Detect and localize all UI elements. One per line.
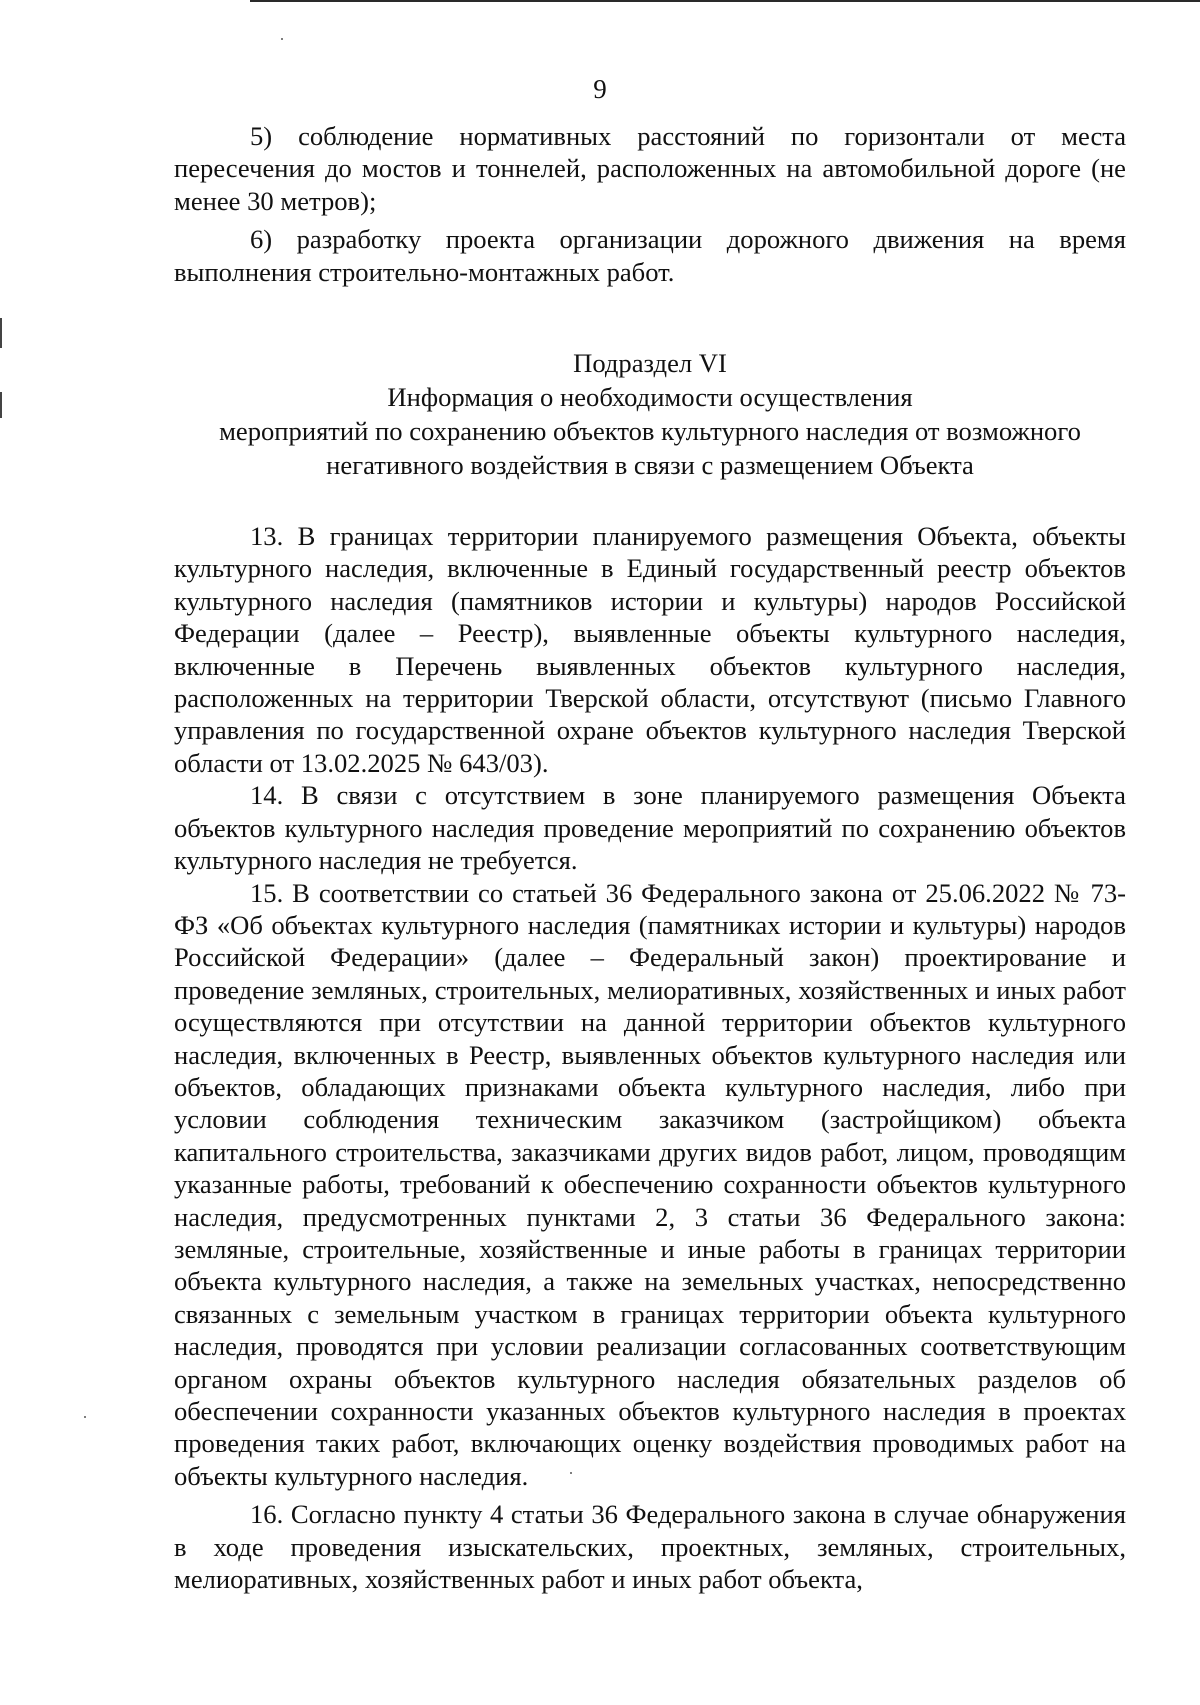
scan-speck: [84, 1416, 86, 1418]
paragraph-14: 14. В связи с отсутствием в зоне планируемого размещения Объекта объектов культурного наследия проведение мероприятий по сохранению объектов культурного наследия не требуется.: [174, 780, 1126, 876]
page-number: 9: [593, 74, 607, 104]
paragraph-16: 16. Согласно пункту 4 статьи 36 Федерального закона в случае обнаружения в ходе проведения изыскательских, проектных, земляных, строительных, мелиоративных, хозяйственных работ и иных работ объекта,: [174, 1499, 1126, 1595]
subsection-heading: [174, 346, 1126, 482]
subsection-title-line: мероприятий по сохранению объектов культурного наследия от возможного: [219, 416, 1081, 447]
subsection-title-line: Информация о необходимости осуществления: [387, 382, 913, 413]
scan-left-edge-mark: [0, 392, 2, 418]
scan-speck: [281, 38, 283, 40]
scan-left-edge-mark: [0, 318, 2, 348]
list-item-6: 6) разработку проекта организации дорожного движения на время выполнения строительно-монтажных работ.: [174, 224, 1126, 287]
paragraph-15: 15. В соответствии со статьей 36 Федерального закона от 25.06.2022 № 73-ФЗ «Об объектах культурного наследия (памятниках истории и культуры) народов Российской Федерации» (далее – Федеральный закон) проектирование и проведение земляных, строительных, мелиоративных, хозяйственных и иных работ осуществляются при отсутствии на данной территории объектов культурного наследия, включенных в Реестр, выявленных объектов культурного наследия или объектов, обладающих признаками объекта культурного наследия, либо при условии соблюдения техническим заказчиком (застройщиком) объекта капитального строительства, заказчиками других видов работ, лицом, проводящим указанные работы, требований к обеспечению сохранности объектов культурного наследия, предусмотренных пунктами 2, 3 статьи 36 Федерального закона: земляные, строительные, хозяйственные и иные работы в границах территории объекта культурного наследия, а также на земельных участках, непосредственно связанных с земельным участком в границах территории объекта культурного наследия, проводятся при условии реализации согласованных соответствующим органом охраны объектов культурного наследия обязательных разделов об обеспечении сохранности указанных объектов культурного наследия в проектах проведения таких работ, включающих оценку воздействия проводимых работ на объекты культурного наследия.: [174, 877, 1126, 1491]
paragraph-13: 13. В границах территории планируемого размещения Объекта, объекты культурного наследия, включенные в Единый государственный реестр объектов культурного наследия (памятников истории и культуры) народов Российской Федерации (далее – Реестр), выявленные объекты культурного наследия, включенные в Перечень выявленных объектов культурного наследия, расположенных на территории Тверской области, отсутствуют (письмо Главного управления по государственной охране объектов культурного наследия Тверской области от 13.02.2025 № 643/03).: [174, 521, 1126, 778]
list-item-5: 5) соблюдение нормативных расстояний по горизонтали от места пересечения до мостов и тоннелей, расположенных на автомобильной дороге (не менее 30 метров);: [174, 121, 1126, 216]
subsection-title-line: негативного воздействия в связи с размещением Объекта: [326, 450, 974, 481]
scan-top-edge-line: [250, 0, 1200, 2]
document-body: [174, 120, 1126, 1595]
subsection-label: Подраздел VI: [573, 348, 727, 379]
